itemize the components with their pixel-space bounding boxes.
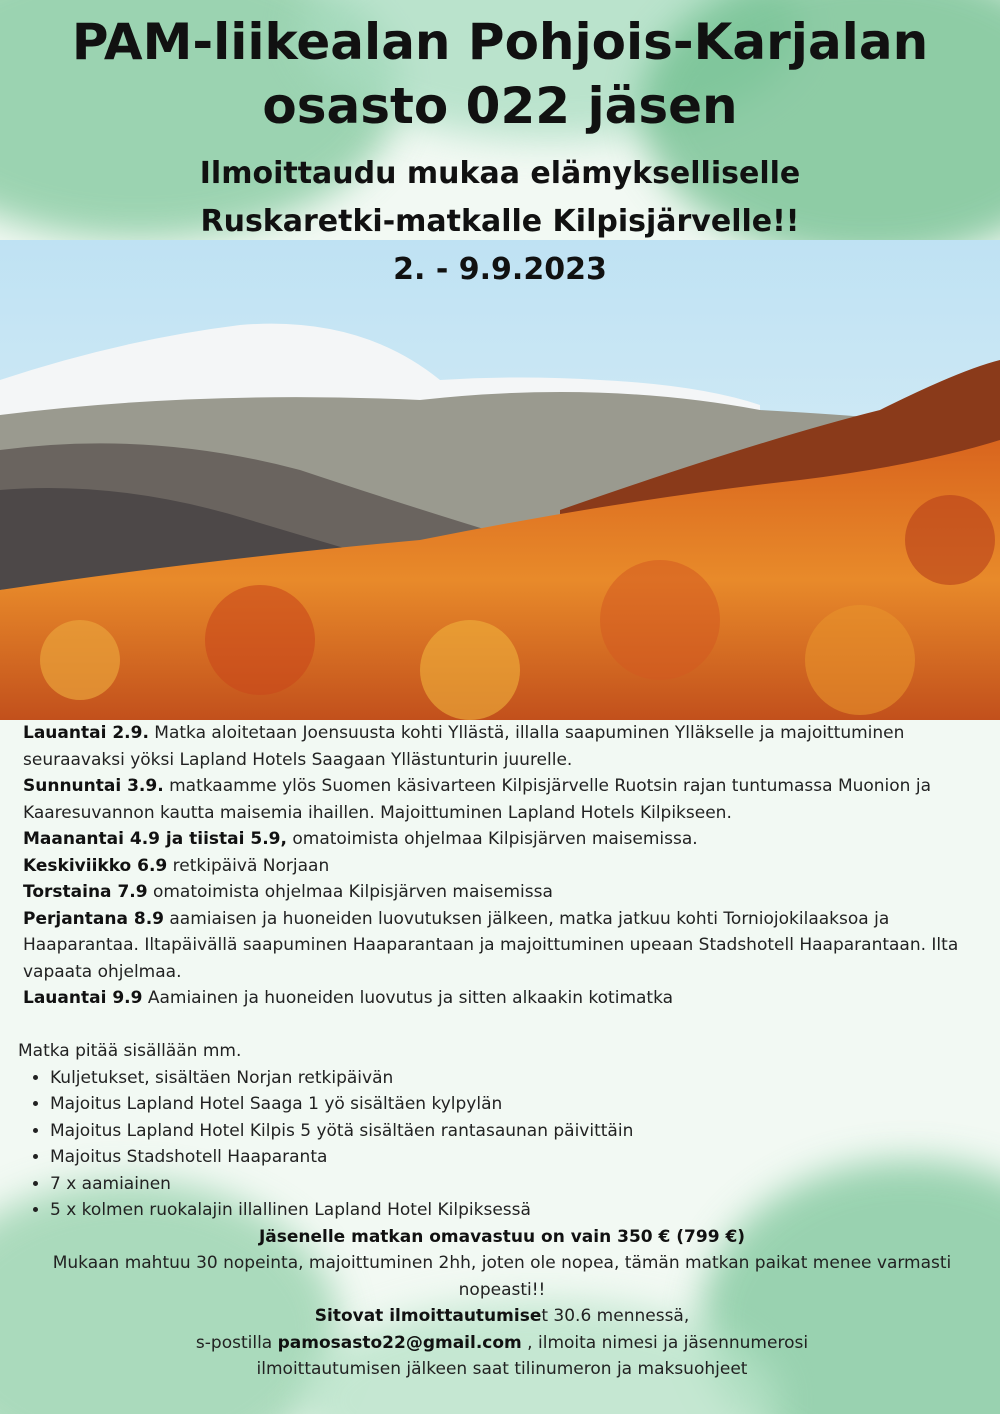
list-item: • 7 x aamiainen — [50, 1171, 986, 1198]
autumn-landscape-photo — [0, 240, 1000, 720]
contact: s-postilla pamosasto22@gmail.com , ilmoita nimesi ja jäsennumerosi — [195, 1332, 809, 1353]
list-item: • Majoitus Lapland Hotel Kilpis 5 yötä sisältäen rantasaunan päivittäin — [50, 1118, 986, 1145]
page-title: PAM-liikealan Pohjois-Karjalan osasto 022 jäsen — [71, 13, 929, 135]
itinerary-item: Sunnuntai 3.9. matkaamme ylös Suomen käsivarteen Kilpisjärvelle Ruotsin rajan tuntumassa Muonion ja Kaaresuvannon kautta maisemia ihaillen. Majoittuminen Lapland Hotels Kilpikseen. — [23, 776, 932, 823]
includes-intro: Matka pitää sisällään mm. — [18, 1041, 242, 1061]
trip-details — [18, 720, 986, 1383]
payment-note: ilmoittautumisen jälkeen saat tilinumeron ja maksuohjeet — [256, 1359, 748, 1379]
itinerary-item: Maanantai 4.9 ja tiistai 5.9, omatoimista ohjelmaa Kilpisjärven maisemissa. — [23, 829, 698, 849]
list-item: • Kuljetukset, sisältäen Norjan retkipäivän — [50, 1065, 986, 1092]
itinerary-item: Perjantana 8.9 aamiaisen ja huoneiden luovutuksen jälkeen, matka jatkuu kohti Torniojokilaaksoa ja Haaparantaa. Iltapäivällä saapuminen Haaparantaan ja majoittuminen upeaan Stadshotell Haaparantaan. Ilta vapaata ohjelmaa. — [23, 908, 959, 982]
list-item: • 5 x kolmen ruokalajin illallinen Lapland Hotel Kilpiksessä — [50, 1197, 986, 1224]
itinerary-item: Torstaina 7.9 omatoimista ohjelmaa Kilpisjärven maisemissa — [23, 882, 553, 902]
itinerary-item: Lauantai 9.9 Aamiainen ja huoneiden luovutus ja sitten alkaakin kotimatka — [23, 988, 674, 1008]
subtitle: Ilmoittaudu mukaa elämykselliselle Ruskaretki-matkalle Kilpisjärvelle!! 2. - 9.9.2023 — [0, 150, 1000, 294]
list-item: • Majoitus Stadshotell Haaparanta — [50, 1144, 986, 1171]
capacity-note: Mukaan mahtuu 30 nopeinta, majoittuminen 2hh, joten ole nopea, tämän matkan paikat menee varmasti nopeasti!! — [52, 1253, 952, 1300]
itinerary-item: Keskiviikko 6.9 retkipäivä Norjaan — [23, 855, 330, 876]
list-item: • Majoitus Lapland Hotel Saaga 1 yö sisältäen kylpylän — [50, 1091, 986, 1118]
deadline: Sitovat ilmoittautumiset 30.6 mennessä, — [314, 1306, 690, 1326]
itinerary-item: Lauantai 2.9. Matka aloitetaan Joensuusta kohti Yllästä, illalla saapuminen Ylläkselle ja majoittuminen seuraavaksi yöksi Lapland Hotels Saagaan Yllästunturin juurelle. — [23, 723, 905, 770]
includes-list — [18, 1065, 986, 1224]
trip-dates: 2. - 9.9.2023 — [393, 252, 607, 287]
email-link[interactable]: pamosasto22@gmail.com — [277, 1332, 522, 1353]
price: Jäsenelle matkan omavastuu on vain 350 € (799 €) — [258, 1226, 746, 1247]
header — [0, 0, 1000, 290]
